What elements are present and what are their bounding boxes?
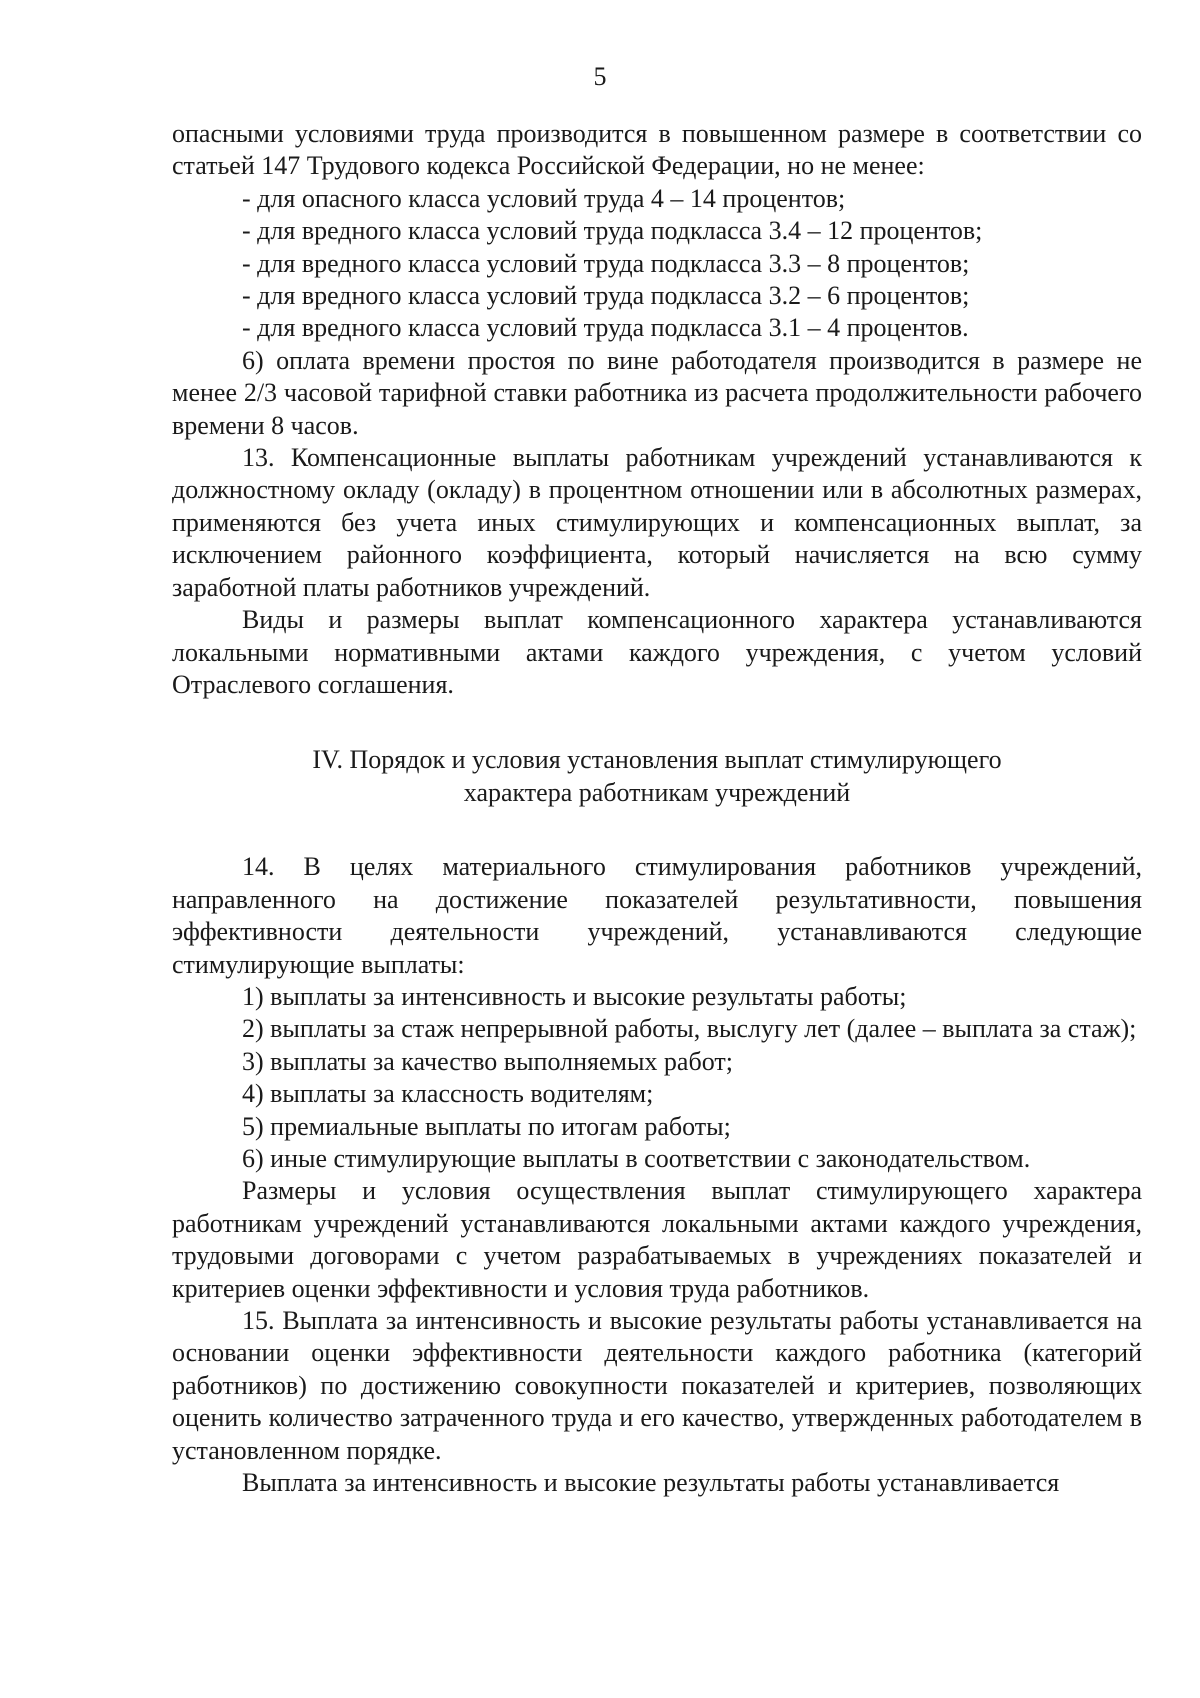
section-heading-line-2: характера работникам учреждений <box>463 778 851 808</box>
list-item-driver-class-pay: 4) выплаты за классность водителям; <box>242 1079 654 1109</box>
list-item-other-pay: 6) иные стимулирующие выплаты в соответствии с законодательством. <box>242 1143 1031 1173</box>
paragraph-14: 14. В целях материального стимулирования работников учреждений, направленного на достижение показателей результативности, повышения эффективности деятельности учреждений, устанавливаются следующие стимулирующие выплаты: <box>172 852 1142 979</box>
list-item-seniority-pay: 2) выплаты за стаж непрерывной работы, выслугу лет (далее – выплата за стаж); <box>242 1014 1137 1044</box>
list-item-subclass-3-3: - для вредного класса условий труда подкласса 3.3 – 8 процентов; <box>242 248 970 278</box>
document-body <box>172 118 1142 1499</box>
list-item-subclass-3-4: - для вредного класса условий труда подкласса 3.4 – 12 процентов; <box>242 216 983 246</box>
list-item-hazard-class-4: - для опасного класса условий труда 4 – 14 процентов; <box>242 183 846 213</box>
list-item-subclass-3-2: - для вредного класса условий труда подкласса 3.2 – 6 процентов; <box>242 281 970 311</box>
paragraph-idle-time-pay: 6) оплата времени простоя по вине работодателя производится в размере не менее 2/3 часовой тарифной ставки работника из расчета продолжительности рабочего времени 8 часов. <box>172 345 1142 440</box>
section-heading <box>172 743 1142 809</box>
page-number: 5 <box>593 62 607 91</box>
list-item-quality-pay: 3) выплаты за качество выполняемых работ; <box>242 1046 733 1076</box>
list-item-subclass-3-1: - для вредного класса условий труда подкласса 3.1 – 4 процентов. <box>242 313 969 343</box>
section-heading-line-1: IV. Порядок и условия установления выплат стимулирующего <box>312 745 1002 775</box>
paragraph-15: 15. Выплата за интенсивность и высокие результаты работы устанавливается на основании оценки эффективности деятельности каждого работника (категорий работников) по достижению совокупности показателей и критериев, позволяющих оценить количество затраченного труда и его качество, утвержденных работодателем в установленном порядке. <box>172 1306 1142 1465</box>
paragraph-incentive-conditions: Размеры и условия осуществления выплат стимулирующего характера работникам учреждений устанавливаются локальными актами каждого учреждения, трудовыми договорами с учетом разрабатываемых в учреждениях показателей и критериев оценки эффективности и условия труда работников. <box>172 1176 1142 1303</box>
paragraph-intensity-continuation: Выплата за интенсивность и высокие результаты работы устанавливается <box>242 1468 1060 1498</box>
paragraph-13: 13. Компенсационные выплаты работникам учреждений устанавливаются к должностному окладу (окладу) в процентном отношении или в абсолютных размерах, применяются без учета иных стимулирующих и компенсационных выплат, за исключением районного коэффициента, который начисляется на всю сумму заработной платы работников учреждений. <box>172 443 1142 602</box>
paragraph-continuation: опасными условиями труда производится в повышенном размере в соответствии со статьей 147 Трудового кодекса Российской Федерации, но не менее: <box>172 119 1142 181</box>
list-item-bonus-pay: 5) премиальные выплаты по итогам работы; <box>242 1111 731 1141</box>
paragraph-compensation-types: Виды и размеры выплат компенсационного характера устанавливаются локальными нормативными актами каждого учреждения, с учетом условий Отраслевого соглашения. <box>172 605 1142 699</box>
list-item-intensity-pay: 1) выплаты за интенсивность и высокие результаты работы; <box>242 981 907 1011</box>
